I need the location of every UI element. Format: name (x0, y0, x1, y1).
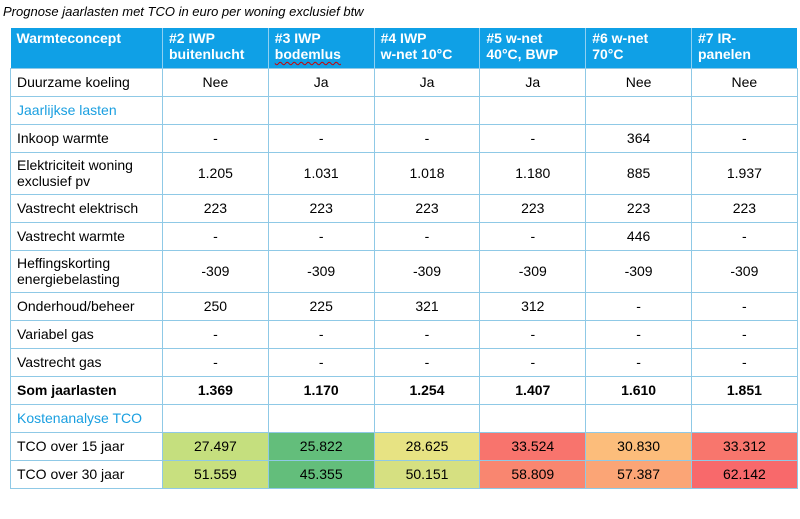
cell: Nee (163, 68, 269, 96)
row-label: Inkoop warmte (11, 124, 163, 152)
cell: - (268, 222, 374, 250)
cell: - (480, 348, 586, 376)
header-concept-4: #4 IWP w-net 10°C (374, 28, 480, 68)
cell: - (374, 348, 480, 376)
section-row (11, 96, 798, 124)
cell: 1.170 (268, 376, 374, 404)
cell: - (691, 222, 797, 250)
cell: 446 (586, 222, 692, 250)
row-label: Variabel gas (11, 320, 163, 348)
cell: -309 (268, 250, 374, 292)
table-caption: Prognose jaarlasten met TCO in euro per woning exclusief btw (3, 4, 364, 19)
cell: - (163, 124, 269, 152)
cell: 1.610 (586, 376, 692, 404)
cell: 1.031 (268, 152, 374, 194)
cell: 321 (374, 292, 480, 320)
cell (480, 404, 586, 432)
cell: -309 (163, 250, 269, 292)
cell: - (374, 222, 480, 250)
cell: Nee (586, 68, 692, 96)
tco-cell: 33.524 (480, 432, 586, 460)
tco-cell: 28.625 (374, 432, 480, 460)
cell: -309 (480, 250, 586, 292)
table-row (11, 152, 798, 194)
cell: Ja (480, 68, 586, 96)
section-row (11, 404, 798, 432)
tco-cell: 45.355 (268, 460, 374, 488)
cell (586, 96, 692, 124)
cell: Nee (691, 68, 797, 96)
row-label: Som jaarlasten (11, 376, 163, 404)
row-label: TCO over 30 jaar (11, 460, 163, 488)
cell: - (586, 348, 692, 376)
tco-cell: 51.559 (163, 460, 269, 488)
cell: 1.937 (691, 152, 797, 194)
tco15-row (11, 432, 798, 460)
tco30-row (11, 460, 798, 488)
cell (163, 404, 269, 432)
row-label: Vastrecht elektrisch (11, 194, 163, 222)
cell (163, 96, 269, 124)
cell: - (480, 320, 586, 348)
cell: 225 (268, 292, 374, 320)
table-row (11, 68, 798, 96)
cell: - (374, 124, 480, 152)
cell: - (163, 348, 269, 376)
header-concept-6: #6 w-net 70°C (586, 28, 692, 68)
table-row (11, 194, 798, 222)
header-concept-3: #3 IWP bodemlus (268, 28, 374, 68)
cell: - (691, 124, 797, 152)
row-label: Elektriciteit woning exclusief pv (11, 152, 163, 194)
cell: 1.254 (374, 376, 480, 404)
cell: 1.205 (163, 152, 269, 194)
cell: - (691, 348, 797, 376)
header-concept-2: #2 IWP buitenlucht (163, 28, 269, 68)
header-concept-7: #7 IR- panelen (691, 28, 797, 68)
cell (268, 404, 374, 432)
row-label: Vastrecht warmte (11, 222, 163, 250)
row-label: TCO over 15 jaar (11, 432, 163, 460)
table-row (11, 222, 798, 250)
tco-cell: 25.822 (268, 432, 374, 460)
cell: 364 (586, 124, 692, 152)
cell: 250 (163, 292, 269, 320)
section-label: Kostenanalyse TCO (11, 404, 163, 432)
cell: - (374, 320, 480, 348)
cell: 223 (268, 194, 374, 222)
section-label: Jaarlijkse lasten (11, 96, 163, 124)
cell: - (691, 292, 797, 320)
tco-cell: 62.142 (691, 460, 797, 488)
cell: 223 (374, 194, 480, 222)
table-row (11, 250, 798, 292)
cell: - (268, 124, 374, 152)
cell: - (586, 292, 692, 320)
cell: - (163, 222, 269, 250)
table-row (11, 292, 798, 320)
tco-cell: 57.387 (586, 460, 692, 488)
cell: 885 (586, 152, 692, 194)
cell: 312 (480, 292, 586, 320)
cell: 223 (586, 194, 692, 222)
cell: -309 (691, 250, 797, 292)
table-row (11, 348, 798, 376)
cell: - (268, 320, 374, 348)
header-row (11, 28, 798, 68)
row-label: Duurzame koeling (11, 68, 163, 96)
cell (374, 96, 480, 124)
cell (268, 96, 374, 124)
cell (691, 404, 797, 432)
tco-cell: 27.497 (163, 432, 269, 460)
cell: - (691, 320, 797, 348)
tco-cell: 33.312 (691, 432, 797, 460)
header-warmteconcept: Warmteconcept (11, 28, 163, 68)
cell (480, 96, 586, 124)
cell: 223 (480, 194, 586, 222)
cell: Ja (374, 68, 480, 96)
cell: - (163, 320, 269, 348)
cell: - (480, 222, 586, 250)
total-row (11, 376, 798, 404)
row-label: Heffingskorting energiebelasting (11, 250, 163, 292)
tco-cell: 58.809 (480, 460, 586, 488)
cell (374, 404, 480, 432)
cell: 1.018 (374, 152, 480, 194)
tco-cell: 30.830 (586, 432, 692, 460)
cell: - (586, 320, 692, 348)
cell: -309 (586, 250, 692, 292)
yearly-costs-table (10, 28, 798, 489)
cell: 1.851 (691, 376, 797, 404)
header-concept-5: #5 w-net 40°C, BWP (480, 28, 586, 68)
cell (586, 404, 692, 432)
row-label: Onderhoud/beheer (11, 292, 163, 320)
cell (691, 96, 797, 124)
table-row (11, 124, 798, 152)
cell: Ja (268, 68, 374, 96)
row-label: Vastrecht gas (11, 348, 163, 376)
table-row (11, 320, 798, 348)
cell: - (480, 124, 586, 152)
cell: 1.369 (163, 376, 269, 404)
cell: 1.407 (480, 376, 586, 404)
cell: 223 (691, 194, 797, 222)
cell: 1.180 (480, 152, 586, 194)
cell: -309 (374, 250, 480, 292)
cell: 223 (163, 194, 269, 222)
tco-cell: 50.151 (374, 460, 480, 488)
cell: - (268, 348, 374, 376)
